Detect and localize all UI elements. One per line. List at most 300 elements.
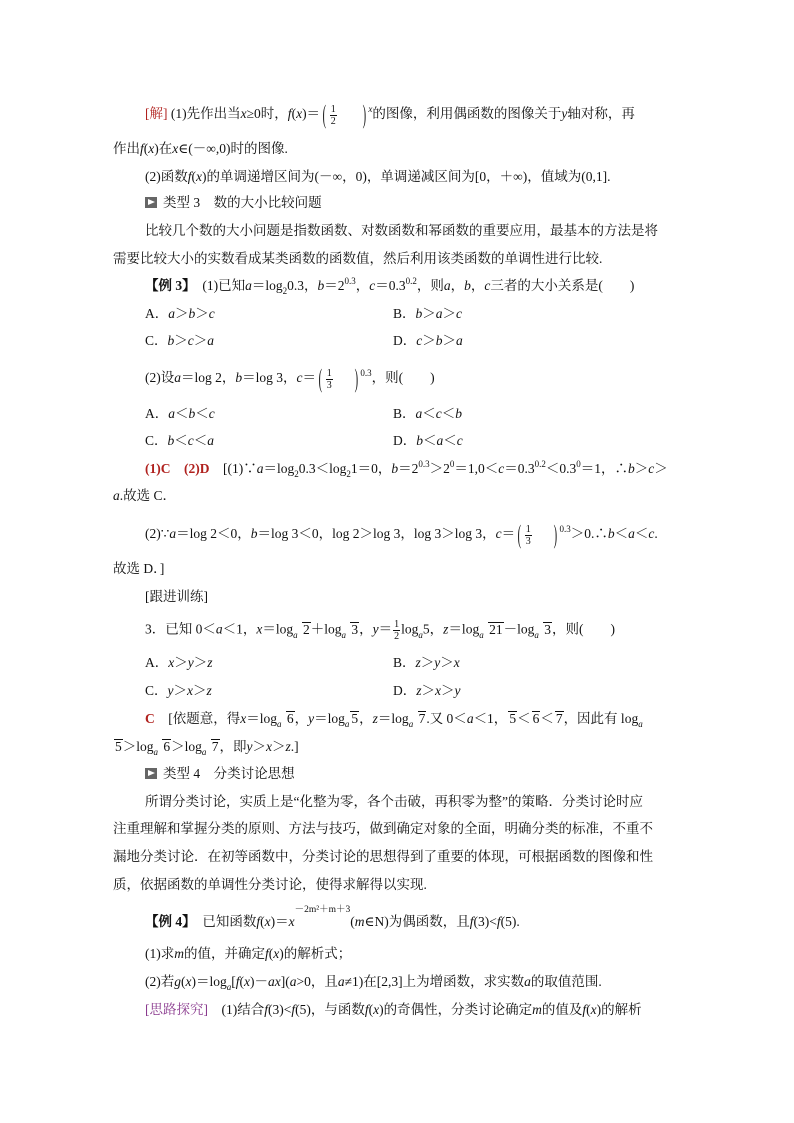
text: ＞log xyxy=(122,739,154,754)
radicand: 6 xyxy=(532,711,540,726)
option-c xyxy=(145,432,214,450)
paragraph-line: 所谓分类讨论，实质上是“化整为零，各个击破，再积零为整”的策略．分类讨论时应 xyxy=(145,794,643,809)
play-triangle-icon xyxy=(145,197,157,208)
fraction-denominator: 3 xyxy=(525,535,531,547)
text: x xyxy=(196,169,203,184)
text: 作出 xyxy=(113,141,140,156)
text: ＝log 2， xyxy=(181,370,236,386)
example-label: 【例 3】 xyxy=(145,278,189,293)
text: b xyxy=(435,333,443,348)
text: .又 0＜ xyxy=(426,711,467,726)
text: z xyxy=(416,683,422,698)
text: b xyxy=(250,526,258,542)
text: b xyxy=(416,433,423,448)
text: A． xyxy=(145,306,169,321)
text: ＜ xyxy=(441,406,456,421)
text: ( xyxy=(586,1002,591,1017)
text: )的解析 xyxy=(596,1002,642,1017)
answer-label: (2)D xyxy=(184,461,210,476)
text: f xyxy=(496,914,501,929)
fraction-denominator: 2 xyxy=(330,115,336,127)
text: y xyxy=(434,655,441,670)
text: c xyxy=(456,433,463,448)
text: ＞2 xyxy=(429,461,450,476)
text: x xyxy=(435,683,442,698)
text: c xyxy=(648,526,655,542)
text: C． xyxy=(145,683,168,698)
text: ( xyxy=(143,141,149,156)
example-4-part-1 xyxy=(145,945,351,963)
text: a xyxy=(207,433,215,448)
subscript: a xyxy=(153,747,159,757)
exercise-3-solution-line-1 xyxy=(145,710,643,729)
paragraph-line: 漏地分类讨论．在初等函数中，分类讨论的思想得到了重要的体现，可根据函数的图像和性 xyxy=(113,849,653,864)
text: (2)函数 xyxy=(145,169,188,184)
subscript: a xyxy=(479,629,484,640)
subscript: a xyxy=(226,982,232,992)
text: a xyxy=(168,306,175,321)
text: y xyxy=(308,711,315,726)
text: b xyxy=(455,406,463,421)
text: ，则 xyxy=(416,278,444,293)
text: ＞ xyxy=(174,333,188,348)
text: a xyxy=(466,711,474,726)
sqrt xyxy=(350,622,359,637)
text: y xyxy=(246,739,253,754)
text: ＞ xyxy=(440,655,454,670)
text: ＝0.3 xyxy=(504,461,535,476)
text: y xyxy=(167,683,174,698)
text: a xyxy=(169,526,177,542)
text: ＞ xyxy=(420,655,435,670)
text: f xyxy=(235,974,240,989)
text: A． xyxy=(145,655,169,670)
text: z xyxy=(206,683,212,698)
text: ＜ xyxy=(443,433,457,448)
text: a xyxy=(168,406,175,421)
text: ＝log 2＜0， xyxy=(176,526,251,542)
text: x xyxy=(244,974,251,989)
text: ＞ xyxy=(654,461,668,476)
text: a xyxy=(174,370,181,386)
text: m xyxy=(174,946,184,961)
text: ＞ xyxy=(193,683,207,698)
text: ( xyxy=(350,914,355,929)
exponent: 0 xyxy=(449,459,455,469)
text: a xyxy=(215,621,223,637)
text: ( xyxy=(291,106,297,122)
text: >0，且 xyxy=(296,974,338,989)
subscript: a xyxy=(341,629,347,640)
example-3-solution-line-1 xyxy=(145,460,668,479)
text: ∈N)为偶函数，且 xyxy=(364,914,470,929)
text: f xyxy=(582,1002,587,1017)
text: ＞ xyxy=(442,333,456,348)
sqrt xyxy=(302,622,311,637)
text: ， xyxy=(470,278,485,293)
text: a xyxy=(415,406,423,421)
text: ]( xyxy=(280,974,290,989)
text: ＝1，∴ xyxy=(580,461,629,476)
radicand: 2 xyxy=(303,621,310,637)
option-d xyxy=(393,682,461,700)
paren-close: ) xyxy=(362,100,366,129)
text: a xyxy=(245,278,252,293)
paren-open: ( xyxy=(318,364,323,393)
fraction xyxy=(330,104,337,127)
text: (2)∵ xyxy=(145,526,170,542)
text: a xyxy=(524,974,531,989)
sqrt xyxy=(114,739,123,754)
fraction-numerator: 1 xyxy=(525,523,531,535)
paren-open: ( xyxy=(517,520,522,549)
text: (2)设 xyxy=(145,370,175,386)
subscript: a xyxy=(277,719,282,729)
sqrt xyxy=(418,711,427,726)
text: 0.3＜log xyxy=(298,461,347,476)
option-a xyxy=(145,305,215,323)
text: )的解析式； xyxy=(279,946,352,961)
text: y xyxy=(561,106,568,122)
text: 的值及 xyxy=(541,1002,583,1017)
example-label: 【例 4】 xyxy=(145,914,189,929)
text: ，则( ) xyxy=(551,621,615,637)
radicand: 6 xyxy=(163,739,171,754)
subscript: a xyxy=(534,629,539,640)
text: x xyxy=(256,621,263,637)
text: ＞ xyxy=(175,306,189,321)
example-4-question xyxy=(145,905,520,933)
fraction xyxy=(393,619,400,642)
text: ＝log xyxy=(246,711,278,726)
text: log xyxy=(401,621,419,637)
option-c xyxy=(145,332,214,350)
text: B． xyxy=(393,306,416,321)
text: D． xyxy=(393,433,417,448)
text: ， xyxy=(294,711,309,726)
text: c xyxy=(435,406,442,421)
text: f xyxy=(364,1002,369,1017)
text: 0.3， xyxy=(287,278,318,293)
text: ＜ xyxy=(634,526,649,542)
example-3-question-2 xyxy=(145,366,435,392)
example-3-solution-line-4: 故选 D．] xyxy=(113,561,165,576)
text: ＝log xyxy=(314,711,345,726)
text: a xyxy=(456,333,463,348)
section-title: 类型 4 分类讨论思想 xyxy=(163,766,295,781)
text: ＞0.∴ xyxy=(570,526,608,542)
text: C． xyxy=(145,333,168,348)
text: ，因此有 log xyxy=(563,711,639,726)
text: 轴对称，再 xyxy=(567,106,635,122)
follow-up-label: [跟进训练] xyxy=(145,589,208,604)
text: ＜0.3 xyxy=(545,461,577,476)
text: ＝log xyxy=(263,461,295,476)
text: f xyxy=(187,169,192,184)
solution-line-1 xyxy=(145,102,635,128)
text: ＜ xyxy=(422,406,436,421)
text: ＝log 3＜0，log 2＞log 3，log 3＞log 3， xyxy=(257,526,496,542)
text: x xyxy=(240,106,247,122)
text: x xyxy=(590,1002,597,1017)
text: )的奇偶性，分类讨论确定 xyxy=(379,1002,533,1017)
text: ＜ xyxy=(614,526,629,542)
text: ， xyxy=(359,711,373,726)
text: (1)已知 xyxy=(188,278,246,293)
paragraph-line: 质，依据函数的单调性分类讨论，使得求解得以实现. xyxy=(113,877,427,892)
exponent: 0.3 xyxy=(360,368,372,379)
subscript: 2 xyxy=(282,286,288,296)
text: D． xyxy=(393,683,417,698)
radicand: 5 xyxy=(509,711,517,726)
paren-close: ) xyxy=(354,364,358,393)
text: m xyxy=(532,1002,542,1017)
text: c xyxy=(187,333,194,348)
subscript: a xyxy=(418,629,423,640)
text: ＝log xyxy=(262,621,294,637)
text: b xyxy=(235,370,243,386)
text: ≠1)在[2,3]上为增函数，求实数 xyxy=(344,974,525,989)
text: y xyxy=(187,655,194,670)
text: b xyxy=(317,278,325,293)
text: ， xyxy=(359,621,373,637)
text: ( xyxy=(268,946,274,961)
text: ＞ xyxy=(442,306,457,321)
subscript: 2 xyxy=(294,469,299,479)
paragraph-line: 比较几个数的大小问题是指数函数、对数函数和幂函数的重要应用，最基本的方法是将 xyxy=(145,223,658,238)
text: ＞ xyxy=(422,306,436,321)
text: b xyxy=(464,278,471,293)
text: c xyxy=(495,526,502,542)
text: a xyxy=(289,974,297,989)
play-triangle-icon xyxy=(145,768,157,779)
sqrt xyxy=(488,622,504,637)
example-3-question-1 xyxy=(145,277,634,296)
text: ＋log xyxy=(310,621,342,637)
text: 已知函数 xyxy=(188,914,257,929)
text: c xyxy=(416,333,423,348)
text: b xyxy=(391,461,399,476)
text: a xyxy=(443,278,451,293)
text: B． xyxy=(393,655,416,670)
text: ＞ xyxy=(441,683,455,698)
paren-close: ) xyxy=(553,520,557,549)
text: m xyxy=(354,914,365,929)
sqrt xyxy=(532,711,541,726)
exponent: x xyxy=(368,104,373,115)
subscript: a xyxy=(293,629,298,640)
text: z xyxy=(207,655,213,670)
text: a xyxy=(256,461,264,476)
text: z xyxy=(443,621,449,637)
text: f xyxy=(469,914,474,929)
text: z xyxy=(285,739,291,754)
text: ( xyxy=(368,1002,374,1017)
text: c xyxy=(484,278,491,293)
text: (1)求 xyxy=(145,946,175,961)
fraction-numerator: 1 xyxy=(394,619,400,630)
text: (5)，与函数 xyxy=(295,1002,365,1017)
text: ＜ xyxy=(175,406,189,421)
text: ( xyxy=(191,169,197,184)
text: ＝log 3， xyxy=(242,370,297,386)
text: c xyxy=(498,461,505,476)
text: )－ xyxy=(250,974,269,989)
text: x xyxy=(273,946,280,961)
exponent: －2m²＋m＋3 xyxy=(294,905,351,915)
text: x xyxy=(373,1002,380,1017)
text: a xyxy=(207,333,215,348)
text: a xyxy=(436,433,444,448)
text: g xyxy=(174,974,181,989)
text: 的值，并确定 xyxy=(184,946,265,961)
text: x xyxy=(168,655,175,670)
text: z xyxy=(415,655,421,670)
text: ＞ xyxy=(634,461,649,476)
text: x xyxy=(240,711,247,726)
text: ＝log xyxy=(448,621,480,637)
text: ＝0.3 xyxy=(375,278,406,293)
idea-label: [思路探究] xyxy=(145,1002,208,1017)
text: c xyxy=(187,433,194,448)
text: b xyxy=(167,333,175,348)
subscript: 2 xyxy=(346,469,351,479)
text: . xyxy=(654,526,658,542)
example-3-solution-line-2 xyxy=(113,487,176,505)
text: b xyxy=(607,526,615,542)
text: x xyxy=(453,655,460,670)
text: 三者的大小关系是( ) xyxy=(490,278,635,293)
text: x xyxy=(187,683,194,698)
text: ， xyxy=(355,278,370,293)
sqrt xyxy=(555,711,564,726)
solution-line-3 xyxy=(145,168,610,186)
text: ，则( ) xyxy=(371,370,435,386)
text: a xyxy=(113,488,120,503)
text: ＜1， xyxy=(222,621,257,637)
text: －log xyxy=(503,621,535,637)
text: ＞ xyxy=(195,306,209,321)
exponent: 0.2 xyxy=(405,276,417,286)
paragraph-line: 需要比较大小的实数看成某类函数的函数值，然后利用该类函数的单调性进行比较. xyxy=(113,251,603,266)
text: ＞ xyxy=(272,739,286,754)
text: A． xyxy=(145,406,169,421)
text: ∈(－∞,0)时的图像. xyxy=(178,141,288,156)
text: c xyxy=(296,370,303,386)
radicand: 7 xyxy=(211,739,219,754)
text: f xyxy=(291,1002,296,1017)
text: c xyxy=(208,306,215,321)
fraction xyxy=(525,524,532,547)
text: )在 xyxy=(154,141,173,156)
text: (3)< xyxy=(268,1002,292,1017)
radicand: 3 xyxy=(351,621,359,637)
text: ＝ xyxy=(378,621,393,637)
fraction-denominator: 3 xyxy=(326,379,332,391)
paren-open: ( xyxy=(322,100,327,129)
text: x xyxy=(288,914,295,929)
text: ( xyxy=(181,974,186,989)
text: ＜ xyxy=(540,711,554,726)
text: ＝2 xyxy=(398,461,419,476)
text: f xyxy=(264,1002,269,1017)
text: x xyxy=(266,739,273,754)
option-c xyxy=(145,682,212,700)
option-d xyxy=(393,432,463,450)
text: c xyxy=(208,406,215,421)
text: x xyxy=(264,914,271,929)
text: ( xyxy=(239,974,245,989)
sqrt xyxy=(162,739,171,754)
text: ＝2 xyxy=(324,278,345,293)
text: b xyxy=(628,461,635,476)
text: ＜1， xyxy=(473,711,508,726)
text: f xyxy=(265,946,269,961)
solution-label: [解] xyxy=(145,106,168,122)
text: ＞ xyxy=(422,333,436,348)
fraction xyxy=(326,368,333,391)
text: ( xyxy=(260,914,265,929)
text: ≥0时， xyxy=(246,106,288,122)
text: ＜ xyxy=(517,711,531,726)
exponent: 0 xyxy=(576,459,581,469)
text: f xyxy=(140,141,144,156)
text: a xyxy=(628,526,635,542)
radicand: 5 xyxy=(351,711,359,726)
text: ＝ xyxy=(501,526,516,542)
subscript: a xyxy=(408,719,414,729)
text: ，即 xyxy=(219,739,247,754)
text: .] xyxy=(290,739,299,754)
text: )的单调递增区间为(－∞，0)，单调递减区间为[0，＋∞)，值域为(0,1]. xyxy=(202,169,611,184)
radicand: 3 xyxy=(544,621,551,637)
option-a xyxy=(145,654,213,672)
text: ax xyxy=(268,974,281,989)
text: y xyxy=(454,683,461,698)
text: c xyxy=(456,306,463,321)
sqrt xyxy=(508,711,517,726)
text: ＞ xyxy=(173,683,188,698)
text: ＝log xyxy=(377,711,409,726)
subscript: a xyxy=(638,719,643,729)
radicand: 7 xyxy=(418,711,426,726)
text: 5， xyxy=(422,621,444,637)
text: (2)若 xyxy=(145,974,175,989)
answer-label: C xyxy=(145,711,155,726)
text: ， xyxy=(450,278,465,293)
section-title: 类型 3 数的大小比较问题 xyxy=(163,195,322,210)
text: z xyxy=(372,711,378,726)
text: B． xyxy=(393,406,416,421)
answer-label: (1)C xyxy=(145,461,171,476)
text: y xyxy=(372,621,379,637)
sqrt xyxy=(350,711,359,726)
text: x xyxy=(296,106,303,122)
paragraph-line: 注重理解和掌握分类的原则、方法与技巧，做到确定对象的全面，明确分类的标准，不重不 xyxy=(113,821,653,836)
text: x xyxy=(185,974,192,989)
radicand: 5 xyxy=(115,739,122,754)
example-4-part-2 xyxy=(145,973,602,992)
text: a xyxy=(337,974,345,989)
text: c xyxy=(369,278,376,293)
sqrt xyxy=(211,739,220,754)
text: )＝ xyxy=(270,914,289,929)
exponent: 0.3 xyxy=(418,459,430,469)
text: (1)结合 xyxy=(208,1002,265,1017)
text: 1＝0， xyxy=(350,461,392,476)
option-b xyxy=(393,654,460,672)
text: ＞ xyxy=(421,683,436,698)
